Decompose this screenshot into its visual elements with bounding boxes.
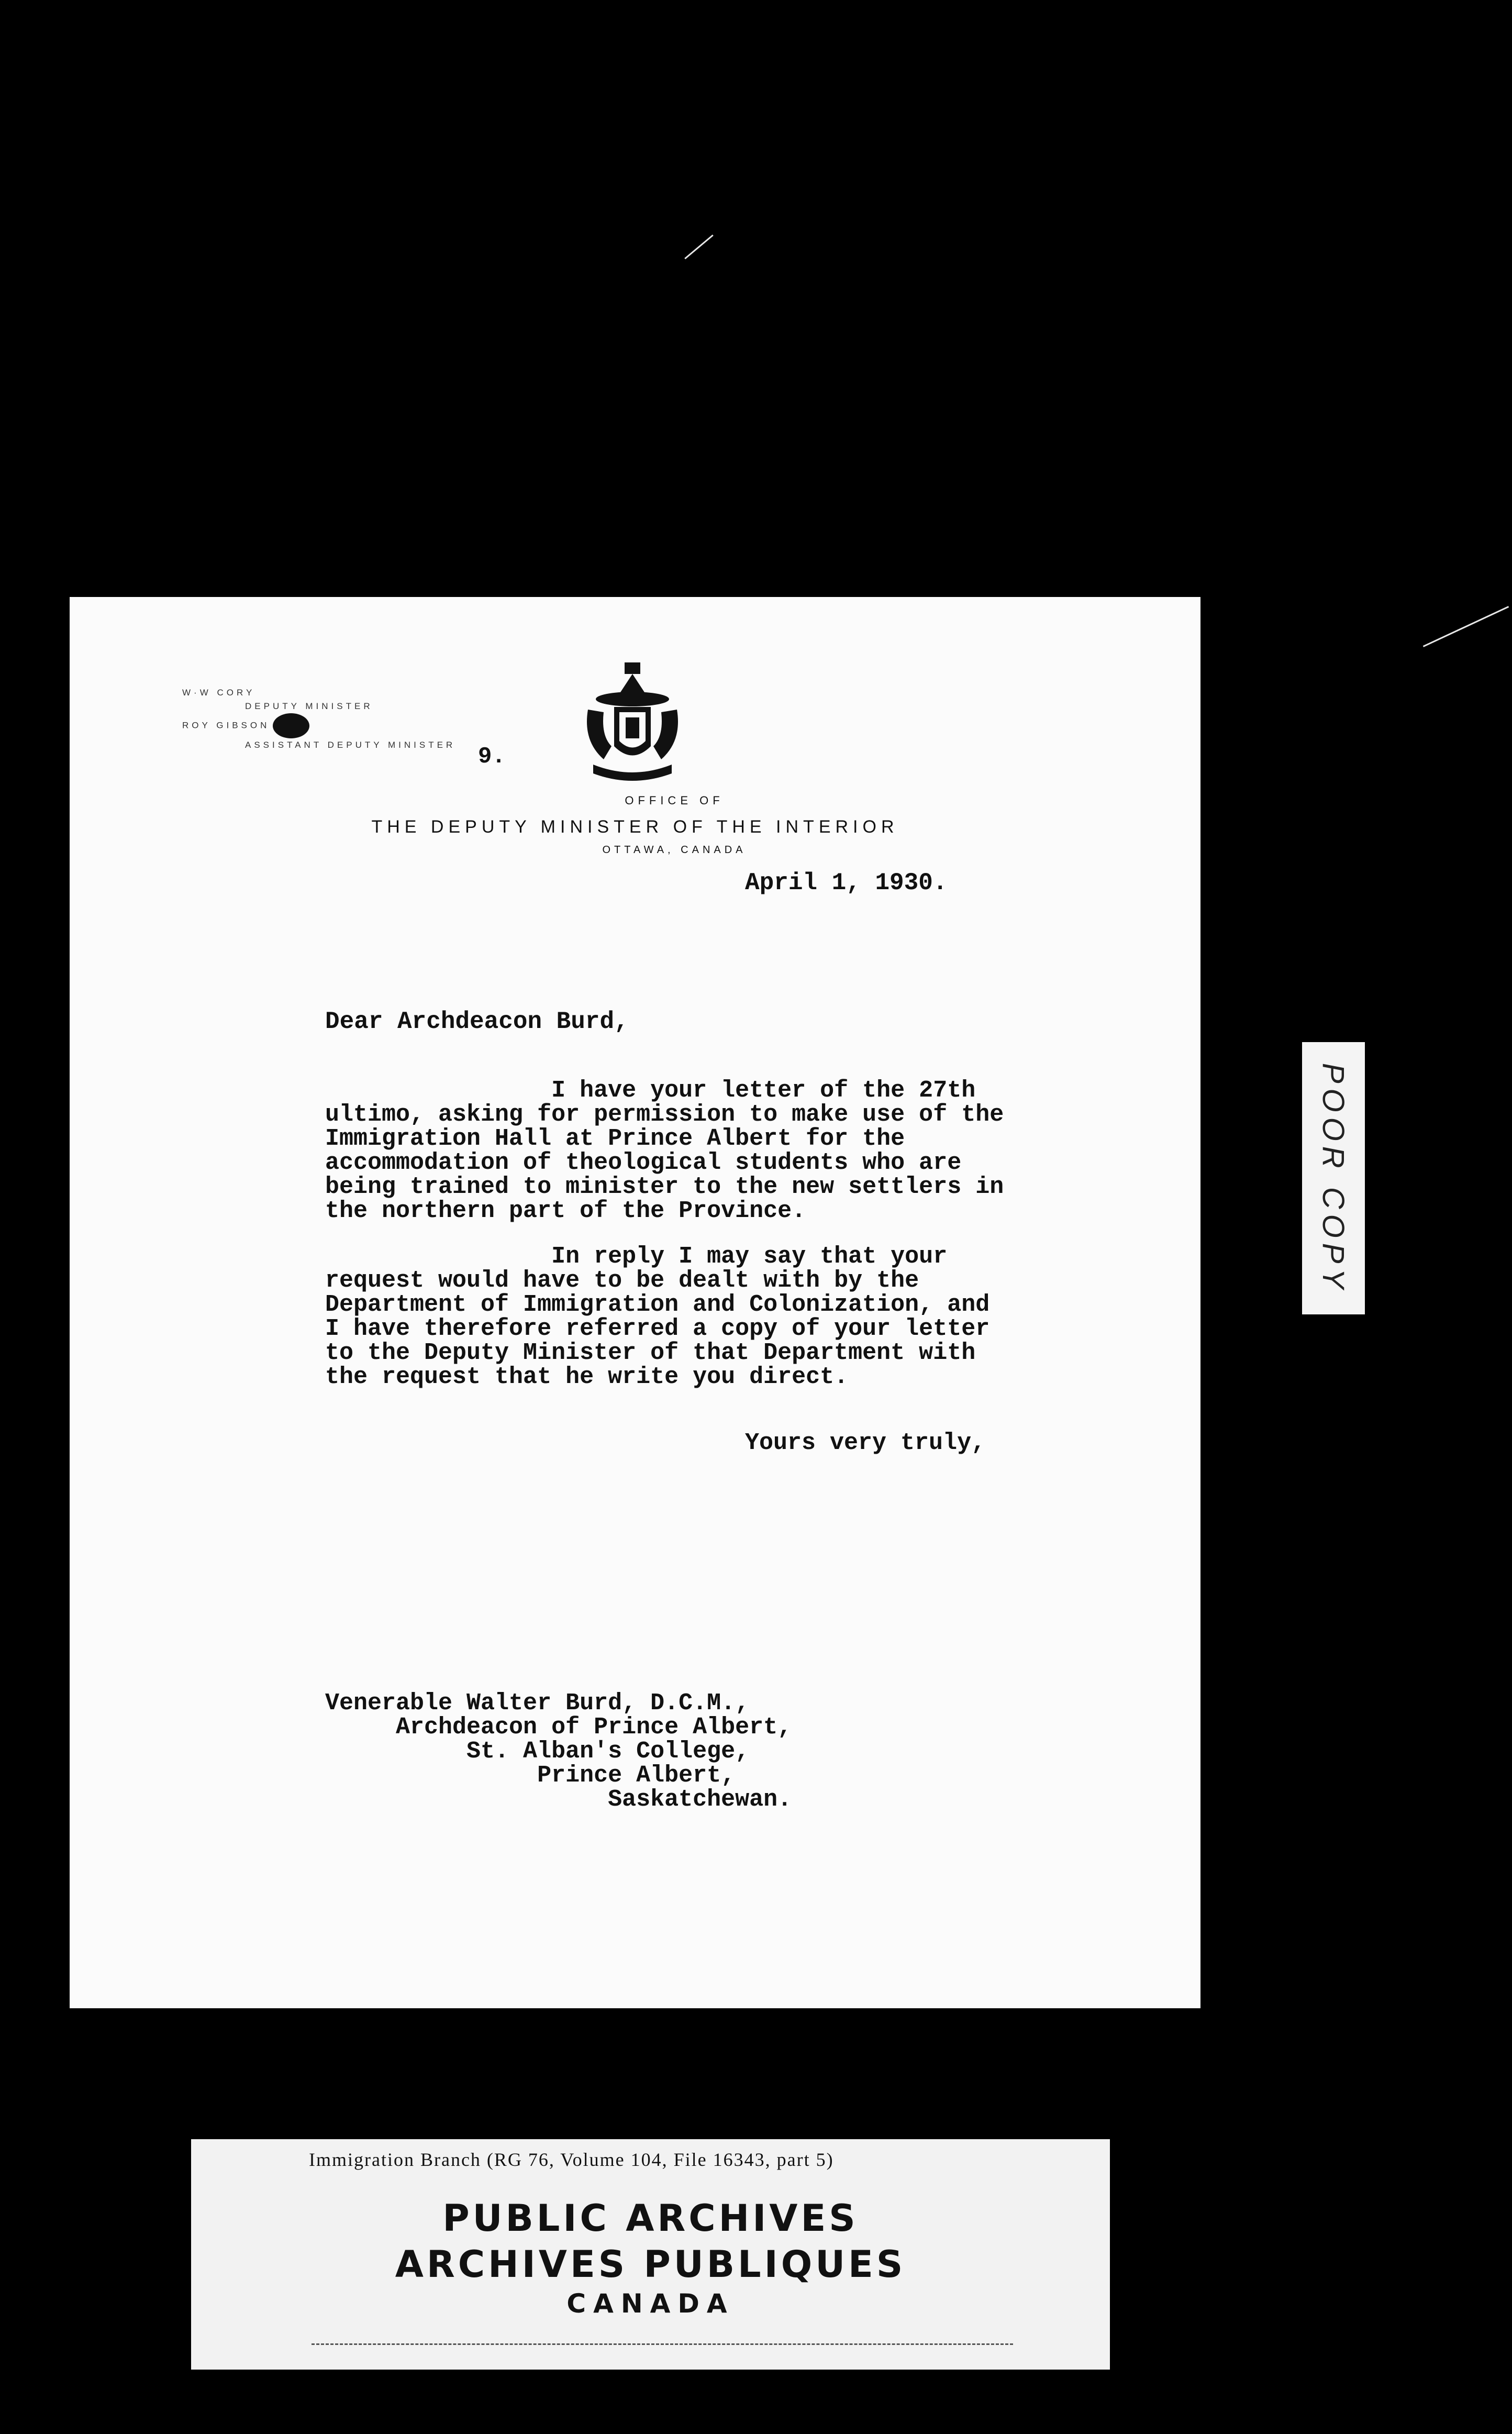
poor-copy-text: POOR COPY [1316,1063,1351,1294]
archive-reference: Immigration Branch (RG 76, Volume 104, File 16343, part 5) [309,2149,834,2170]
minister-title: DEPUTY MINISTER [245,701,373,711]
recipient-address: Venerable Walter Burd, D.C.M., Archdeacon of Prince Albert, St. Alban's College, Prince Albert, Saskatchewan. [325,1690,792,1813]
poor-copy-label [1302,1042,1365,1314]
letter-date: April 1, 1930. [745,869,948,897]
salutation: Dear Archdeacon Burd, [325,1008,629,1035]
closing: Yours very truly, [745,1430,986,1456]
archive-name-french: ARCHIVES PUBLIQUES [395,2243,906,2286]
place-label: OTTAWA, CANADA [602,844,747,856]
archive-stamp [191,2139,1110,2370]
body-paragraph-1: I have your letter of the 27th ultimo, asking for permission to make use of the Immigration Hall at Prince Albert for the accommodation of theological students who are being trained to minister to the new settlers in the northern part of the Province. [325,1077,1004,1224]
letter-page [70,597,1200,2008]
minister-name: W·W CORY [182,688,255,698]
office-of-label: OFFICE OF [625,794,724,807]
assistant-title: ASSISTANT DEPUTY MINISTER [245,740,456,750]
body-paragraph-2: In reply I may say that your request would have to be dealt with by the Department of Immigration and Colonization, and I have therefore referred a copy of your letter to the Deputy Minister of that Department with the request that he write you direct. [325,1243,990,1390]
film-scratch-mark [1423,606,1509,647]
archive-country: CANADA [566,2288,735,2319]
department-heading: THE DEPUTY MINISTER OF THE INTERIOR [371,817,899,837]
coat-of-arms-icon [583,662,682,783]
ink-blot [273,713,309,738]
page-number: 9. [478,744,506,770]
film-scratch-mark [684,235,714,259]
letterhead-officials [182,686,455,752]
archive-name-english: PUBLIC ARCHIVES [442,2197,859,2240]
assistant-name: ROY GIBSON [182,720,270,731]
stamp-divider [312,2343,1013,2345]
